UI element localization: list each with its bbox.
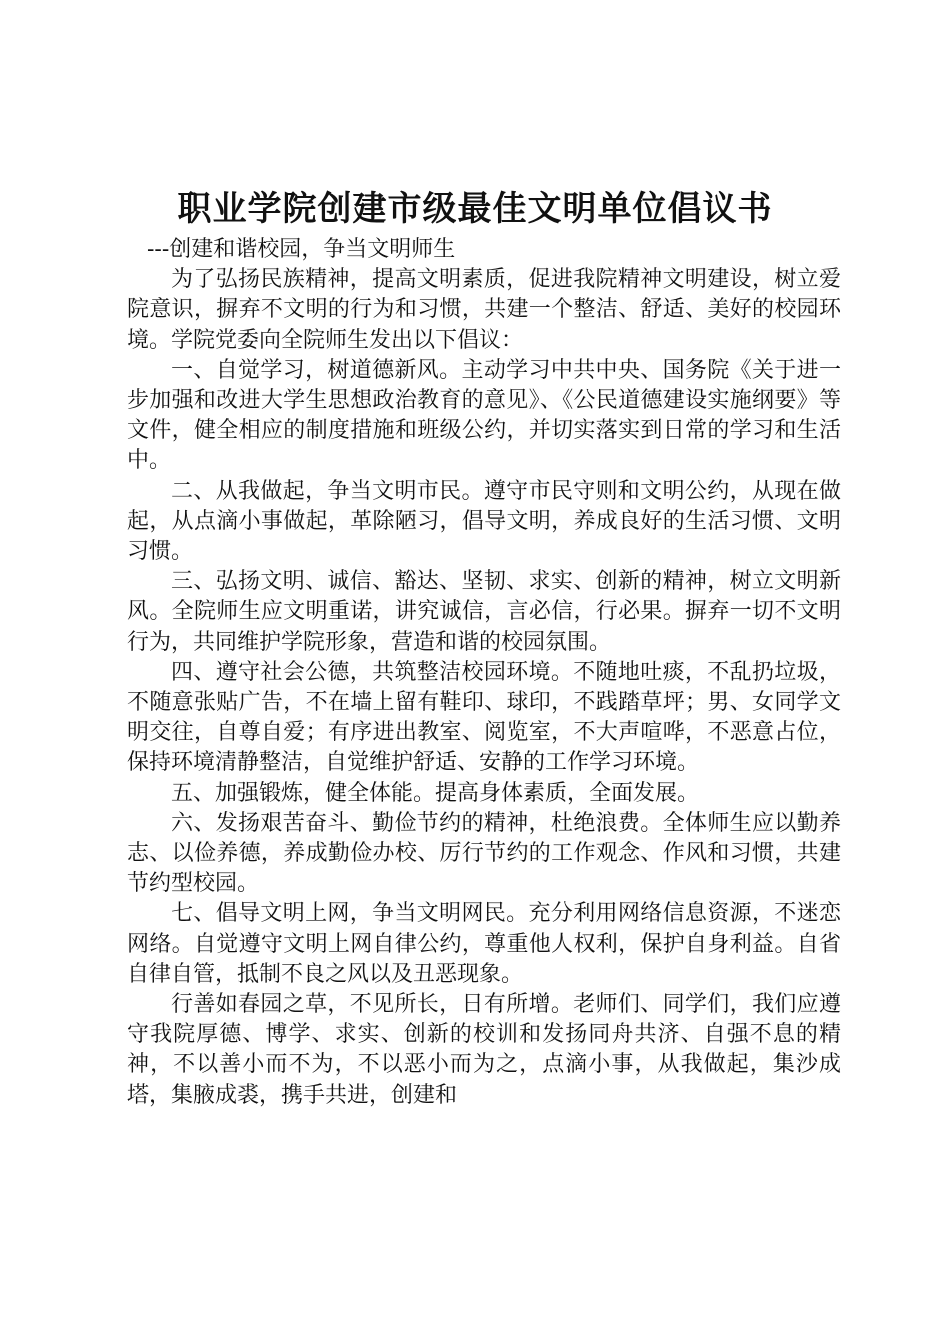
paragraph-closing: 行善如春园之草，不见所长，日有所增。老师们、同学们，我们应遵守我院厚德、博学、求实、创新的校训和发扬同舟共济、自强不息的精神，不以善小而不为，不以恶小而为之，点滴小事，从我做起，集沙成塔，集腋成裘，携手共进，创建和 — [127, 992, 841, 1108]
paragraph-2: 二、从我做起，争当文明市民。遵守市民守则和文明公约，从现在做起，从点滴小事做起，革除陋习，倡导文明，养成良好的生活习惯、文明习惯。 — [127, 478, 841, 565]
paragraph-7: 七、倡导文明上网，争当文明网民。充分利用网络信息资源，不迷恋网络。自觉遵守文明上网自律公约，尊重他人权利，保护自身利益。自省自律自管，抵制不良之风以及丑恶现象。 — [127, 901, 841, 987]
paragraph-intro: 为了弘扬民族精神，提高文明素质，促进我院精神文明建设，树立爱院意识，摒弃不文明的行为和习惯，共建一个整洁、舒适、美好的校园环境。学院党委向全院师生发出以下倡议： — [127, 267, 841, 353]
document-title: 职业学院创建市级最佳文明单位倡议书 — [177, 189, 773, 229]
document-subtitle: ---创建和谐校园，争当文明师生 — [147, 237, 456, 262]
document-body — [127, 235, 841, 1111]
paragraph-5: 五、加强锻炼，健全体能。提高身体素质，全面发展。 — [171, 780, 700, 806]
paragraph-4: 四、遵守社会公德，共筑整洁校园环境。不随地吐痰，不乱扔垃圾，不随意张贴广告，不在墙上留有鞋印、球印，不践踏草坪；男、女同学文明交往，自尊自爱；有序进出教室、阅览室，不大声喧哗，不恶意占位，保持环境清静整洁，自觉维护舒适、安静的工作学习环境。 — [127, 659, 841, 776]
paragraph-1: 一、自觉学习，树道德新风。主动学习中共中央、国务院《关于进一步加强和改进大学生思想政治教育的意见》、《公民道德建设实施纲要》等文件，健全相应的制度措施和班级公约，并切实落实到日常的学习和生活中。 — [127, 357, 841, 474]
paragraph-6: 六、发扬艰苦奋斗、勤俭节约的精神，杜绝浪费。全体师生应以勤养志、以俭养德，养成勤俭办校、厉行节约的工作观念、作风和习惯，共建节约型校园。 — [127, 810, 841, 897]
paragraph-3: 三、弘扬文明、诚信、豁达、坚韧、求实、创新的精神，树立文明新风。全院师生应文明重诺，讲究诚信，言必信，行必果。摒弃一切不文明行为，共同维护学院形象，营造和谐的校园氛围。 — [127, 569, 841, 655]
